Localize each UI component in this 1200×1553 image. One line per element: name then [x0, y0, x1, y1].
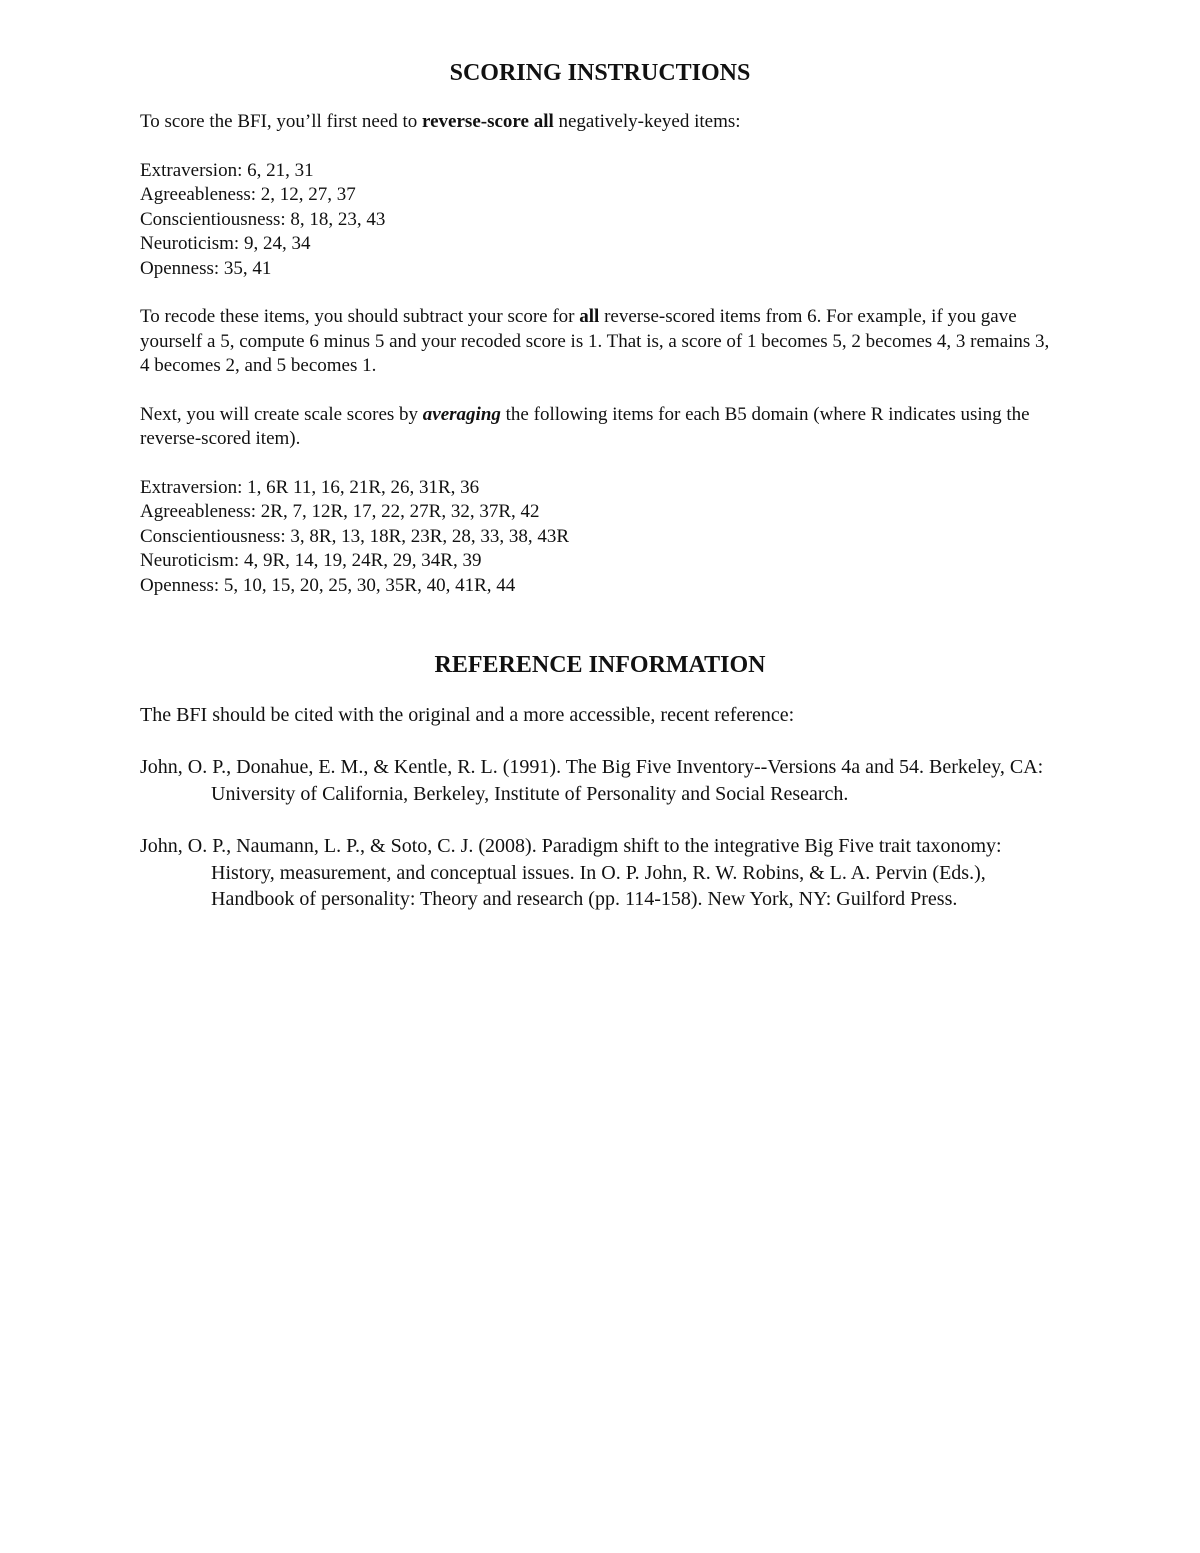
averaging-paragraph: Next, you will create scale scores by averaging the following items for each B5 domain (where R indicates using the reverse-scored item). [140, 403, 1030, 449]
all-emphasis: all [579, 306, 600, 327]
scale-items-list [140, 476, 1060, 599]
list-item: Openness: 35, 41 [140, 257, 272, 279]
reference-information-heading: REFERENCE INFORMATION [434, 652, 766, 678]
all-emphasis: all [533, 111, 554, 132]
intro-text-end: negatively-keyed items: [553, 111, 741, 132]
list-item: Extraversion: 6, 21, 31 [140, 159, 314, 181]
list-item: Neuroticism: 9, 24, 34 [140, 233, 311, 254]
averaging-emphasis: averaging [422, 403, 501, 425]
reverse-score-intro [140, 110, 1060, 135]
list-item: Extraversion: 1, 6R 11, 16, 21R, 26, 31R, 36 [140, 476, 480, 498]
list-item: Conscientiousness: 8, 18, 23, 43 [140, 208, 386, 230]
list-item: Agreeableness: 2, 12, 27, 37 [140, 184, 356, 205]
reverse-keyed-items-list [140, 159, 1060, 282]
citation: John, O. P., Donahue, E. M., & Kentle, R. L. (1991). The Big Five Inventory--Versions 4a and 54. Berkeley, CA: University of California, Berkeley, Institute of Personality and Social Research. [140, 756, 1044, 805]
reference-intro: The BFI should be cited with the original and a more accessible, recent reference: [140, 704, 795, 726]
intro-text-start: To score the BFI, you’ll first need to [140, 111, 423, 132]
recode-paragraph: To recode these items, you should subtract your score for all reverse-scored items from 6. For example, if you gave yourself a 5, compute 6 minus 5 and your recoded score is 1. That is, a score of 1 becomes 5, 2 becomes 4, 3 remains 3, 4 becomes 2, and 5 becomes 1. [140, 306, 1050, 376]
citation: John, O. P., Naumann, L. P., & Soto, C. J. (2008). Paradigm shift to the integrative Big Five trait taxonomy: History, measurement, and conceptual issues. In O. P. John, R. W. Robins, & L. A. Pervin (Eds.), Handbook of personality: Theory and research (pp. 114-158). New York, NY: Guilford Press. [140, 835, 1002, 910]
list-item: Neuroticism: 4, 9R, 14, 19, 24R, 29, 34R, 39 [140, 550, 482, 571]
list-item: Agreeableness: 2R, 7, 12R, 17, 22, 27R, 32, 37R, 42 [140, 501, 540, 522]
reverse-score-emphasis: reverse-score [422, 111, 529, 132]
scoring-instructions-heading: SCORING INSTRUCTIONS [449, 60, 751, 86]
list-item: Conscientiousness: 3, 8R, 13, 18R, 23R, 28, 33, 38, 43R [140, 525, 570, 547]
list-item: Openness: 5, 10, 15, 20, 25, 30, 35R, 40, 41R, 44 [140, 574, 516, 596]
